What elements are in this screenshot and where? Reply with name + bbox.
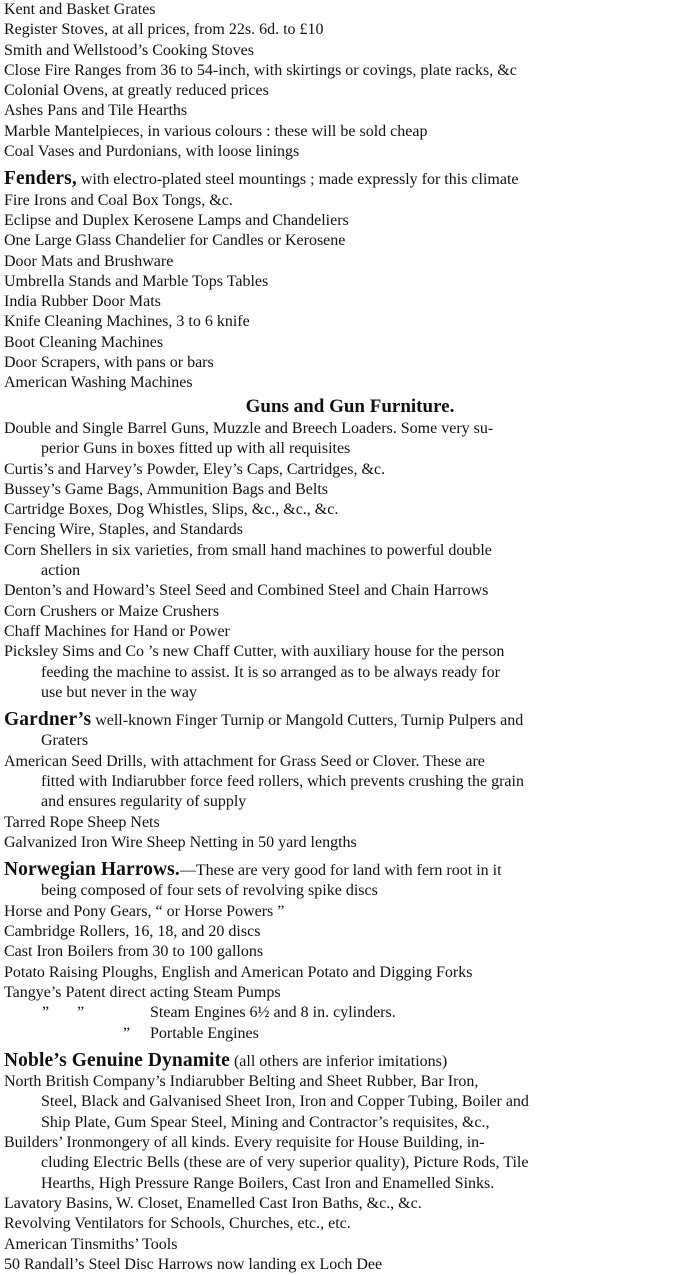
list-item: One Large Glass Chandelier for Candles or Kerosene xyxy=(4,232,346,250)
list-item: Tangye’s Patent direct acting Steam Pumps xyxy=(4,983,281,1001)
final-list xyxy=(4,1194,696,1275)
list-item: Cartridge Boxes, Dog Whistles, Slips, &c., &c., &c. xyxy=(4,501,339,519)
entry-line: Double and Single Barrel Guns, Muzzle and Breech Loaders. Some very su- xyxy=(4,419,494,437)
guns-heading: Guns and Gun Furniture. xyxy=(245,395,455,417)
list-item: Fire Irons and Coal Box Tongs, &c. xyxy=(4,191,233,209)
entry-continuation: Graters xyxy=(41,732,89,750)
noble-lead: Noble’s Genuine Dynamite xyxy=(4,1050,230,1071)
entry-continuation: perior Guns in boxes fitted up with all requisites xyxy=(41,440,351,458)
list-item: Close Fire Ranges from 36 to 54-inch, with skirtings or covings, plate racks, &c xyxy=(4,61,517,79)
noble-text: (all others are inferior imitations) xyxy=(229,1052,448,1070)
list-item: Tarred Rope Sheep Nets xyxy=(4,813,160,831)
list-item: Boot Cleaning Machines xyxy=(4,333,164,351)
entry-line: American Seed Drills, with attachment for Grass Seed or Clover. These are xyxy=(4,752,485,770)
list-item: Register Stoves, at all prices, from 22s. 6d. to £10 xyxy=(4,21,324,39)
entry-continuation: and ensures regularity of supply xyxy=(41,793,247,811)
entry-continuation: action xyxy=(41,562,81,580)
picksley-entry xyxy=(4,642,696,703)
north-british-entry xyxy=(4,1072,696,1133)
ditto-text: Steam Engines 6½ and 8 in. cylinders. xyxy=(150,1004,396,1022)
entry-continuation: Hearths, High Pressure Range Boilers, Cast Iron and Enamelled Sinks. xyxy=(41,1174,495,1192)
list-item: Marble Mantelpieces, in various colours : these will be sold cheap xyxy=(4,122,428,140)
ditto-entry xyxy=(4,1024,696,1044)
list-item: Smith and Wellstood’s Cooking Stoves xyxy=(4,41,254,59)
list-item: 50 Randall’s Steel Disc Harrows now landing ex Loch Dee xyxy=(4,1255,383,1273)
stoves-list xyxy=(4,0,696,162)
entry-continuation: Steel, Black and Galvanised Sheet Iron, Iron and Copper Tubing, Boiler and xyxy=(41,1093,529,1111)
list-item: Curtis’s and Harvey’s Powder, Eley’s Caps, Cartridges, &c. xyxy=(4,460,386,478)
list-item: Potato Raising Ploughs, English and American Potato and Digging Forks xyxy=(4,963,473,981)
list-item: Revolving Ventilators for Schools, Churches, etc., etc. xyxy=(4,1215,351,1233)
fenders-entry xyxy=(4,169,696,190)
entry-continuation: fitted with Indiarubber force feed rollers, which prevents crushing the grain xyxy=(41,772,524,790)
list-item: Colonial Ovens, at greatly reduced prices xyxy=(4,82,269,100)
corn-shellers-entry xyxy=(4,541,696,582)
noble-entry xyxy=(4,1051,696,1072)
list-item: Cambridge Rollers, 16, 18, and 20 discs xyxy=(4,923,261,941)
entry-line: Builders’ Ironmongery of all kinds. Every requisite for House Building, in- xyxy=(4,1134,485,1152)
entry-continuation: Ship Plate, Gum Spear Steel, Mining and Contractor’s requisites, &c., xyxy=(41,1113,490,1131)
list-item: Chaff Machines for Hand or Power xyxy=(4,622,230,640)
entry-continuation: feeding the machine to assist. It is so arranged as to be always ready for xyxy=(41,663,500,681)
gardner-lead: Gardner’s xyxy=(4,710,92,731)
guns-list xyxy=(4,460,696,541)
norwegian-entry xyxy=(4,860,696,902)
list-item: Horse and Pony Gears, “ or Horse Powers ” xyxy=(4,902,285,920)
norwegian-lead: Norwegian Harrows. xyxy=(4,860,180,881)
list-item: Umbrella Stands and Marble Tops Tables xyxy=(4,272,269,290)
entry-line xyxy=(4,860,696,881)
sheep-list xyxy=(4,813,696,854)
list-item: Eclipse and Duplex Kerosene Lamps and Chandeliers xyxy=(4,211,349,229)
list-item: Door Mats and Brushware xyxy=(4,252,174,270)
list-item: Cast Iron Boilers from 30 to 100 gallons xyxy=(4,943,264,961)
list-item: India Rubber Door Mats xyxy=(4,293,161,311)
gardner-entry xyxy=(4,710,696,752)
list-item: Door Scrapers, with pans or bars xyxy=(4,354,214,372)
entry-continuation: cluding Electric Bells (these are of very superior quality), Picture Rods, Tile xyxy=(41,1154,529,1172)
household-list xyxy=(4,191,696,394)
list-item: Knife Cleaning Machines, 3 to 6 knife xyxy=(4,313,250,331)
list-item: Kent and Basket Grates xyxy=(4,1,156,18)
gardner-text: well-known Finger Turnip or Mangold Cutters, Turnip Pulpers and xyxy=(91,712,524,730)
list-item: American Tinsmiths’ Tools xyxy=(4,1235,178,1253)
entry-line: Picksley Sims and Co ’s new Chaff Cutter, with auxiliary house for the person xyxy=(4,643,505,661)
list-item: Coal Vases and Purdonians, with loose linings xyxy=(4,143,300,161)
list-item: Corn Crushers or Maize Crushers xyxy=(4,602,220,620)
farm-list xyxy=(4,581,696,642)
entry-continuation: use but never in the way xyxy=(41,683,197,701)
machinery-list xyxy=(4,902,696,1003)
list-item: Bussey’s Game Bags, Ammunition Bags and Belts xyxy=(4,480,328,498)
guns-first-entry xyxy=(4,419,696,460)
ditto-entry xyxy=(4,1003,696,1023)
norwegian-text: —These are very good for land with fern root in it xyxy=(179,862,502,880)
list-item: Denton’s and Howard’s Steel Seed and Combined Steel and Chain Harrows xyxy=(4,582,489,600)
fenders-lead: Fenders, xyxy=(4,169,77,190)
entry-line xyxy=(4,710,696,731)
ditto-text: Portable Engines xyxy=(150,1024,259,1042)
entry-continuation: being composed of four sets of revolving spike discs xyxy=(41,882,378,900)
ditto-marks: ” ” xyxy=(42,1004,85,1022)
list-item: Galvanized Iron Wire Sheep Netting in 50 yard lengths xyxy=(4,833,357,851)
builders-entry xyxy=(4,1133,696,1194)
list-item: Fencing Wire, Staples, and Standards xyxy=(4,521,244,539)
list-item: Lavatory Basins, W. Closet, Enamelled Cast Iron Baths, &c., &c. xyxy=(4,1194,422,1212)
list-item: Ashes Pans and Tile Hearths xyxy=(4,102,188,120)
ditto-marks: ” xyxy=(123,1024,131,1042)
fenders-text: with electro-plated steel mountings ; made expressly for this climate xyxy=(76,171,519,189)
entry-line: North British Company’s Indiarubber Belting and Sheet Rubber, Bar Iron, xyxy=(4,1073,479,1091)
seed-drills-entry xyxy=(4,752,696,813)
list-item: American Washing Machines xyxy=(4,374,193,392)
entry-line: Corn Shellers in six varieties, from small hand machines to powerful double xyxy=(4,541,492,559)
